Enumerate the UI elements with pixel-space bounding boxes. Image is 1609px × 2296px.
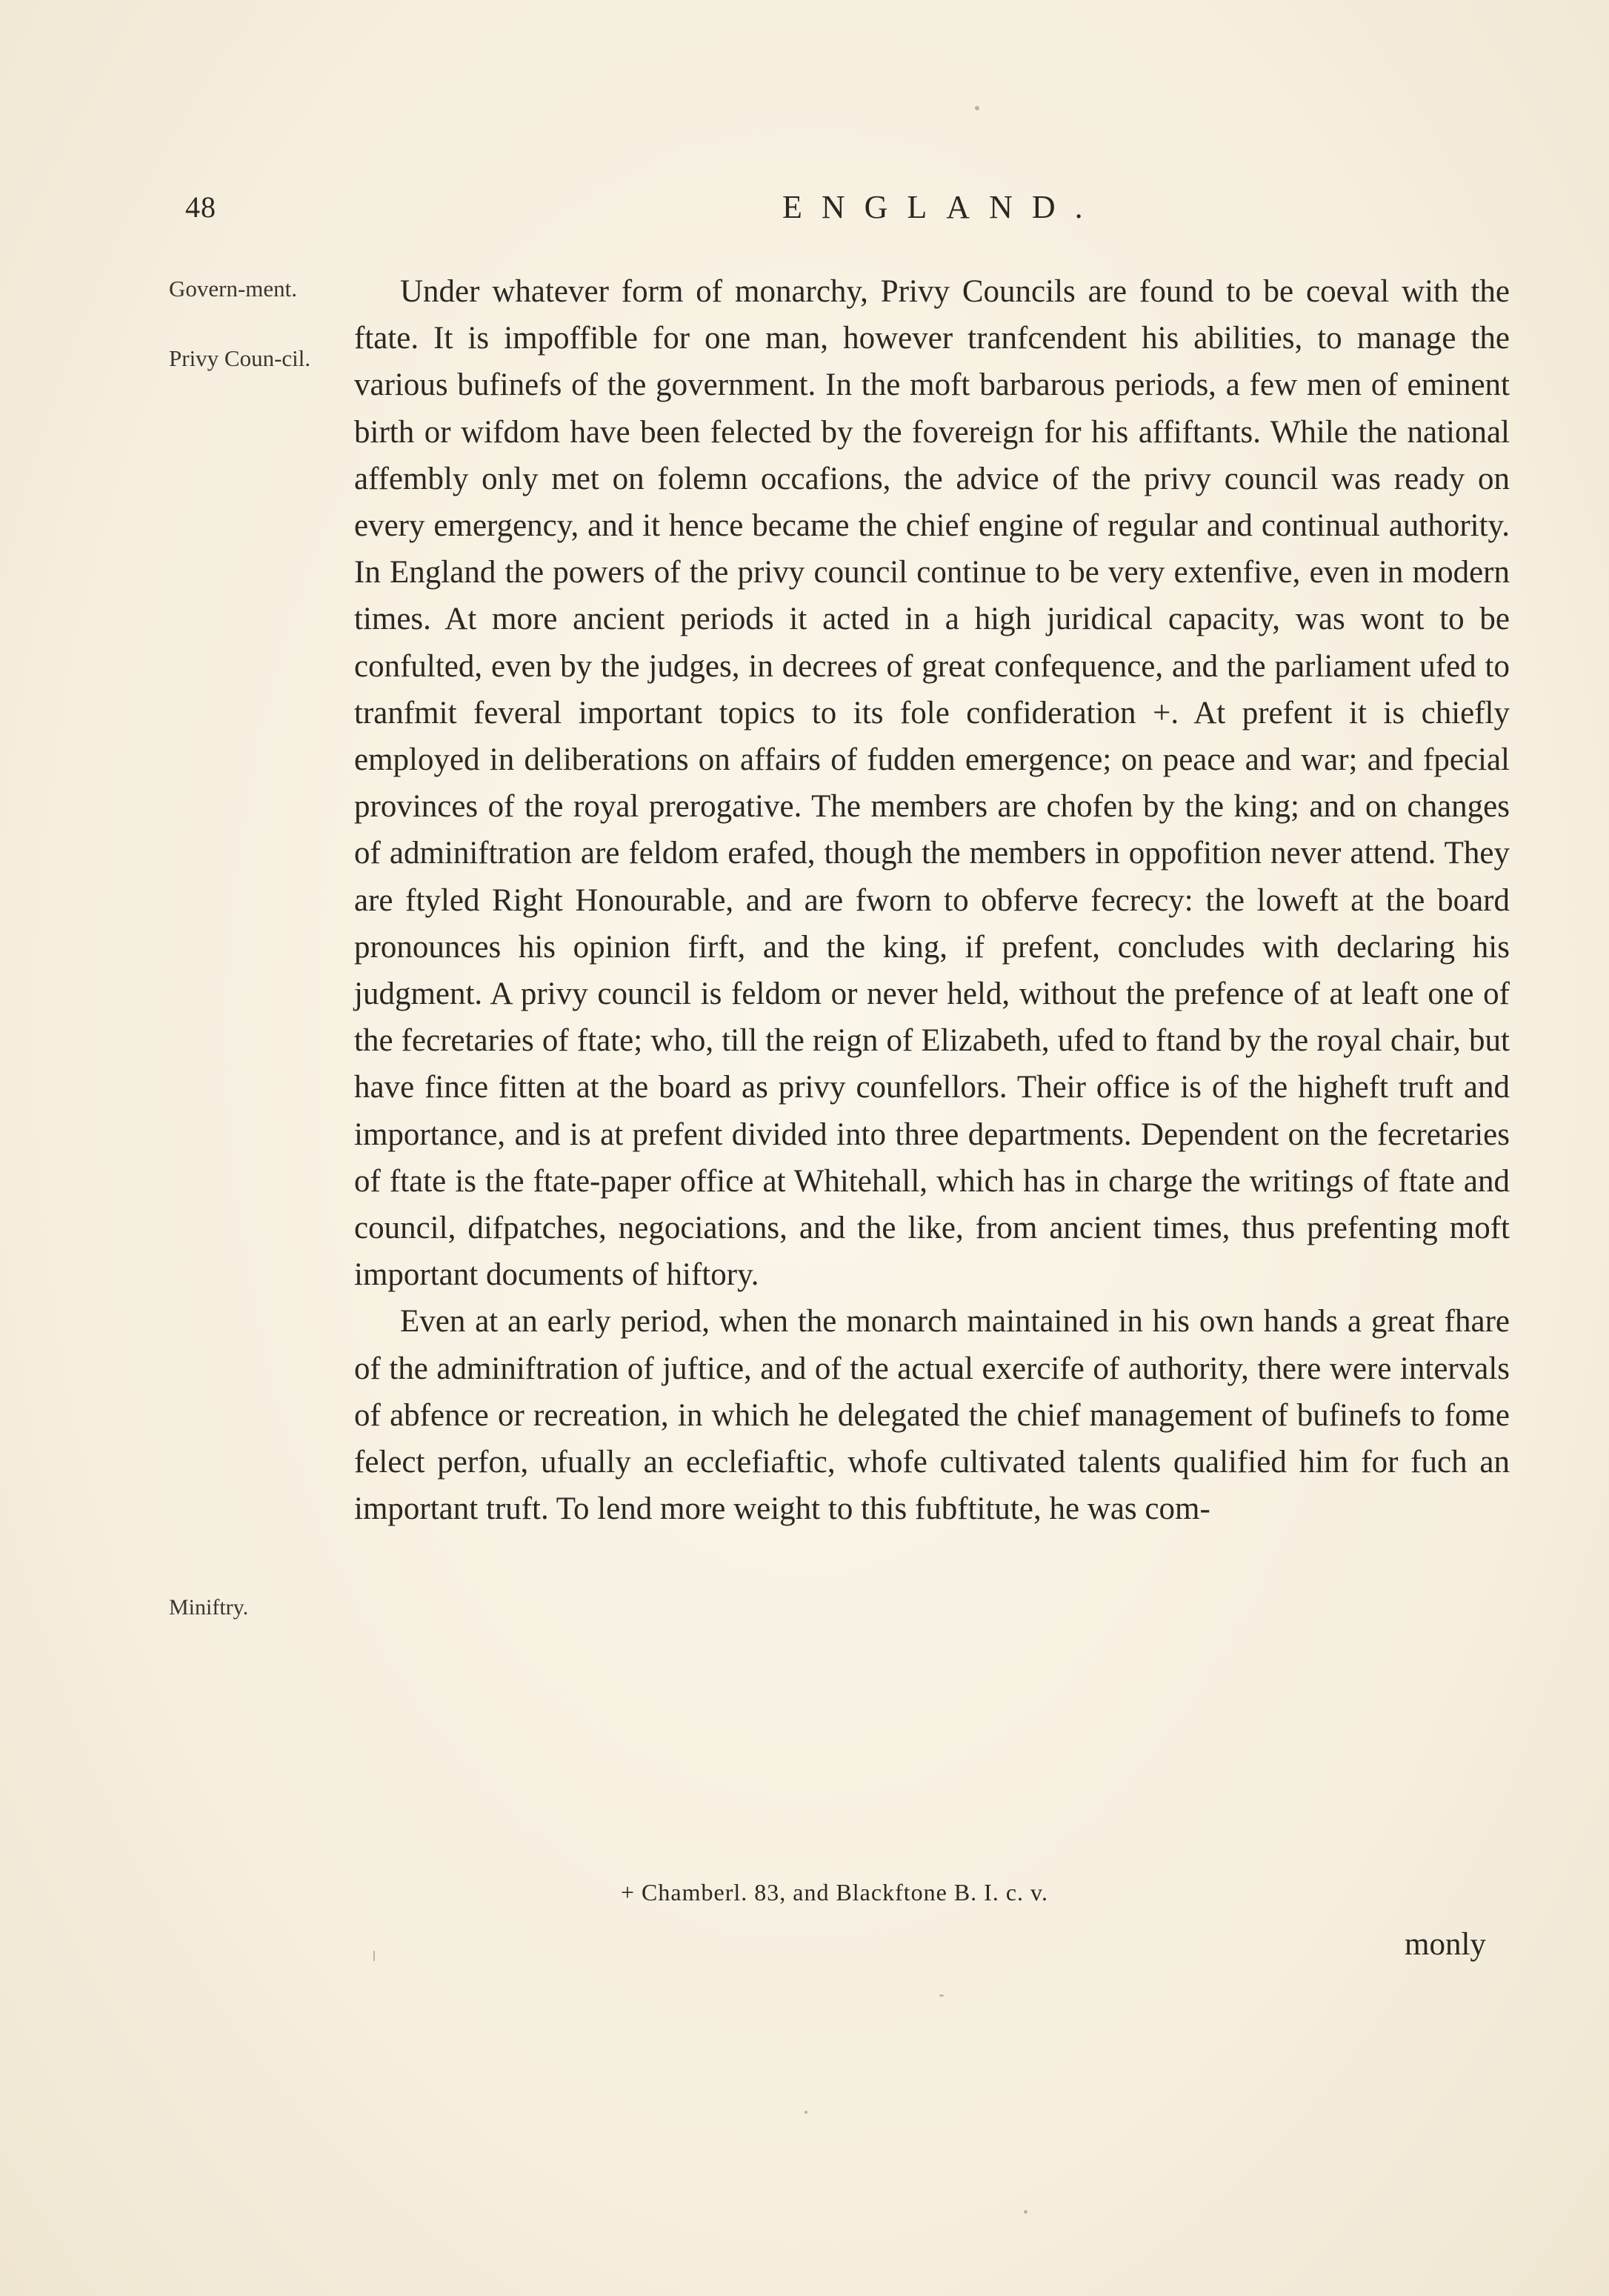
- page-number: 48: [185, 190, 216, 224]
- running-title: ENGLAND.: [782, 189, 1102, 225]
- paragraph-privy-council: Under whatever form of monarchy, Privy Councils are found to be coeval with the ftate. It is impoffible for one man, however tranfcendent his abilities, to manage the various bufinefs of the government. In the moft barbarous periods, a few men of eminent birth or wifdom have been felected by the fovereign for his affiftants. While the national affembly only met on folemn occafions, the advice of the privy council was ready on every emergency, and it hence became the chief engine of regular and continual authority. In England the powers of the privy council continue to be very extenfive, even in modern times. At more ancient periods it acted in a high juridical capacity, was wont to be confulted, even by the judges, in decrees of great confequence, and the parliament ufed to tranfmit feveral important topics to its fole confideration +. At prefent it is chiefly employed in deliberations on affairs of fudden emergence; on peace and war; and fpecial provinces of the royal prerogative. The members are chofen by the king; and on changes of adminiftration are feldom erafed, though the members in oppofition never attend. They are ftyled Right Honourable, and are fworn to obferve fecrecy: the loweft at the board pronounces his opinion firft, and the king, if prefent, concludes with declaring his judgment. A privy council is feldom or never held, without the prefence of at leaft one of the fecretaries of ftate; who, till the reign of Elizabeth, ufed to ftand by the royal chair, but have fince fitten at the board as privy counfellors. Their office is of the higheft truft and importance, and is at prefent divided into three departments. Dependent on the fecretaries of ftate is the ftate-paper office at Whitehall, which has in charge the writings of ftate and council, difpatches, negociations, and the like, from ancient times, thus prefenting moft important documents of hiftory.: [354, 274, 1510, 1293]
- catchword: monly: [1405, 1927, 1486, 1962]
- paper-speck: [804, 2111, 807, 2114]
- body-text: [354, 268, 1510, 1532]
- margin-note-government: Govern-ment.: [169, 276, 298, 302]
- paper-speck: [939, 1994, 944, 1997]
- paper-speck: [1024, 2210, 1027, 2214]
- paper-speck: [975, 106, 979, 110]
- paper-speck: [373, 1951, 375, 1961]
- footnote: + Chamberl. 83, and Blackftone B. I. c. v.: [621, 1879, 1048, 1906]
- margin-note-privy-council: Privy Coun-cil.: [169, 345, 311, 371]
- paragraph-ministry: Even at an early period, when the monarch maintained in his own hands a great fhare of the adminiftration of juftice, and of the actual exercife of authority, there were intervals of abfence or recreation, in which he delegated the chief management of bufinefs to fome felect perfon, ufually an ecclefiaftic, whofe cultivated talents qualified him for fuch an important truft. To lend more weight to this fubftitute, he was com-: [354, 1304, 1510, 1527]
- margin-note-ministry: Miniftry.: [169, 1595, 249, 1620]
